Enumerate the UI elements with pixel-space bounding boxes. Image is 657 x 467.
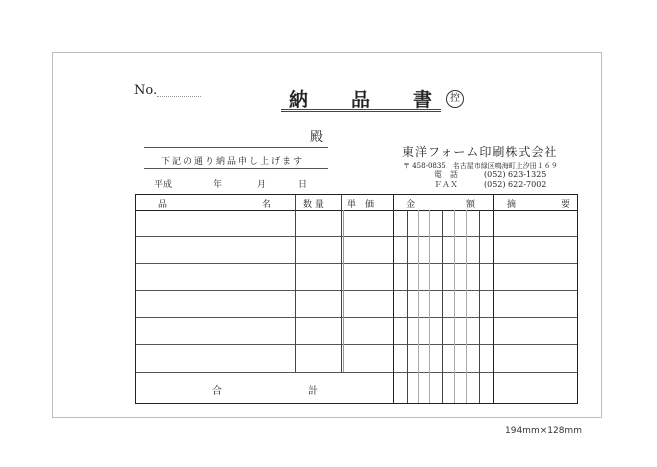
col-line-remarks	[493, 195, 494, 403]
col-line-amount	[393, 195, 394, 403]
row-line	[136, 372, 577, 373]
title-underline	[281, 109, 441, 110]
header-item-1: 品	[158, 200, 168, 210]
digit-line	[466, 210, 467, 403]
header-unit-price: 単 価	[347, 200, 375, 210]
total-label-2: 計	[308, 386, 318, 397]
control-copy-mark: 控	[446, 90, 464, 108]
title-char-3: 書	[413, 89, 433, 111]
addressee-suffix: 殿	[310, 130, 324, 145]
delivery-slip-form	[52, 52, 602, 418]
no-label: No.	[134, 83, 158, 98]
header-remarks-1: 摘	[507, 200, 517, 210]
digit-line	[407, 210, 408, 403]
col-line-quantity	[295, 195, 296, 372]
header-separator	[136, 210, 577, 211]
row-line	[136, 236, 577, 237]
header-item-2: 名	[262, 200, 272, 210]
company-address: 〒 458-0835 名古屋市緑区鳴海町上汐田１６９	[403, 162, 558, 170]
digit-line	[442, 210, 443, 403]
receipt-text: 下記の通り納品申し上げます	[161, 157, 305, 167]
row-line	[136, 317, 577, 318]
header-quantity: 数 量	[303, 200, 324, 210]
date-month: 月	[257, 180, 267, 190]
title-char-2: 品	[351, 89, 371, 111]
addressee-line	[144, 147, 328, 148]
row-line	[136, 344, 577, 345]
tel-number: (052) 623-1325	[484, 170, 547, 179]
date-era: 平成	[154, 180, 173, 190]
fax-number: (052) 622-7002	[484, 180, 547, 189]
digit-line	[418, 210, 419, 403]
no-field-line	[157, 96, 201, 97]
header-amount-2: 額	[466, 200, 476, 210]
date-year: 年	[213, 180, 223, 190]
header-remarks-2: 要	[561, 200, 571, 210]
tel-label: 電 話	[434, 170, 458, 179]
title-underline-double	[281, 111, 441, 112]
row-line	[136, 263, 577, 264]
company-name: 東洋フォーム印刷株式会社	[402, 145, 558, 159]
fax-label: ＦＡＸ	[434, 180, 458, 189]
header-amount-1: 金	[406, 200, 416, 210]
col-line-unit-price	[341, 195, 342, 372]
receipt-underline	[144, 168, 328, 169]
total-label-1: 合	[212, 386, 222, 397]
row-line	[136, 290, 577, 291]
size-label: 194mm×128mm	[505, 426, 582, 436]
items-table	[135, 194, 578, 404]
digit-line	[454, 210, 455, 403]
company-fax	[434, 179, 546, 190]
title-char-1: 納	[289, 89, 309, 111]
col-line-unit-price-double	[343, 210, 344, 372]
digit-line	[429, 210, 430, 403]
date-day: 日	[298, 180, 308, 190]
digit-line	[479, 210, 480, 403]
